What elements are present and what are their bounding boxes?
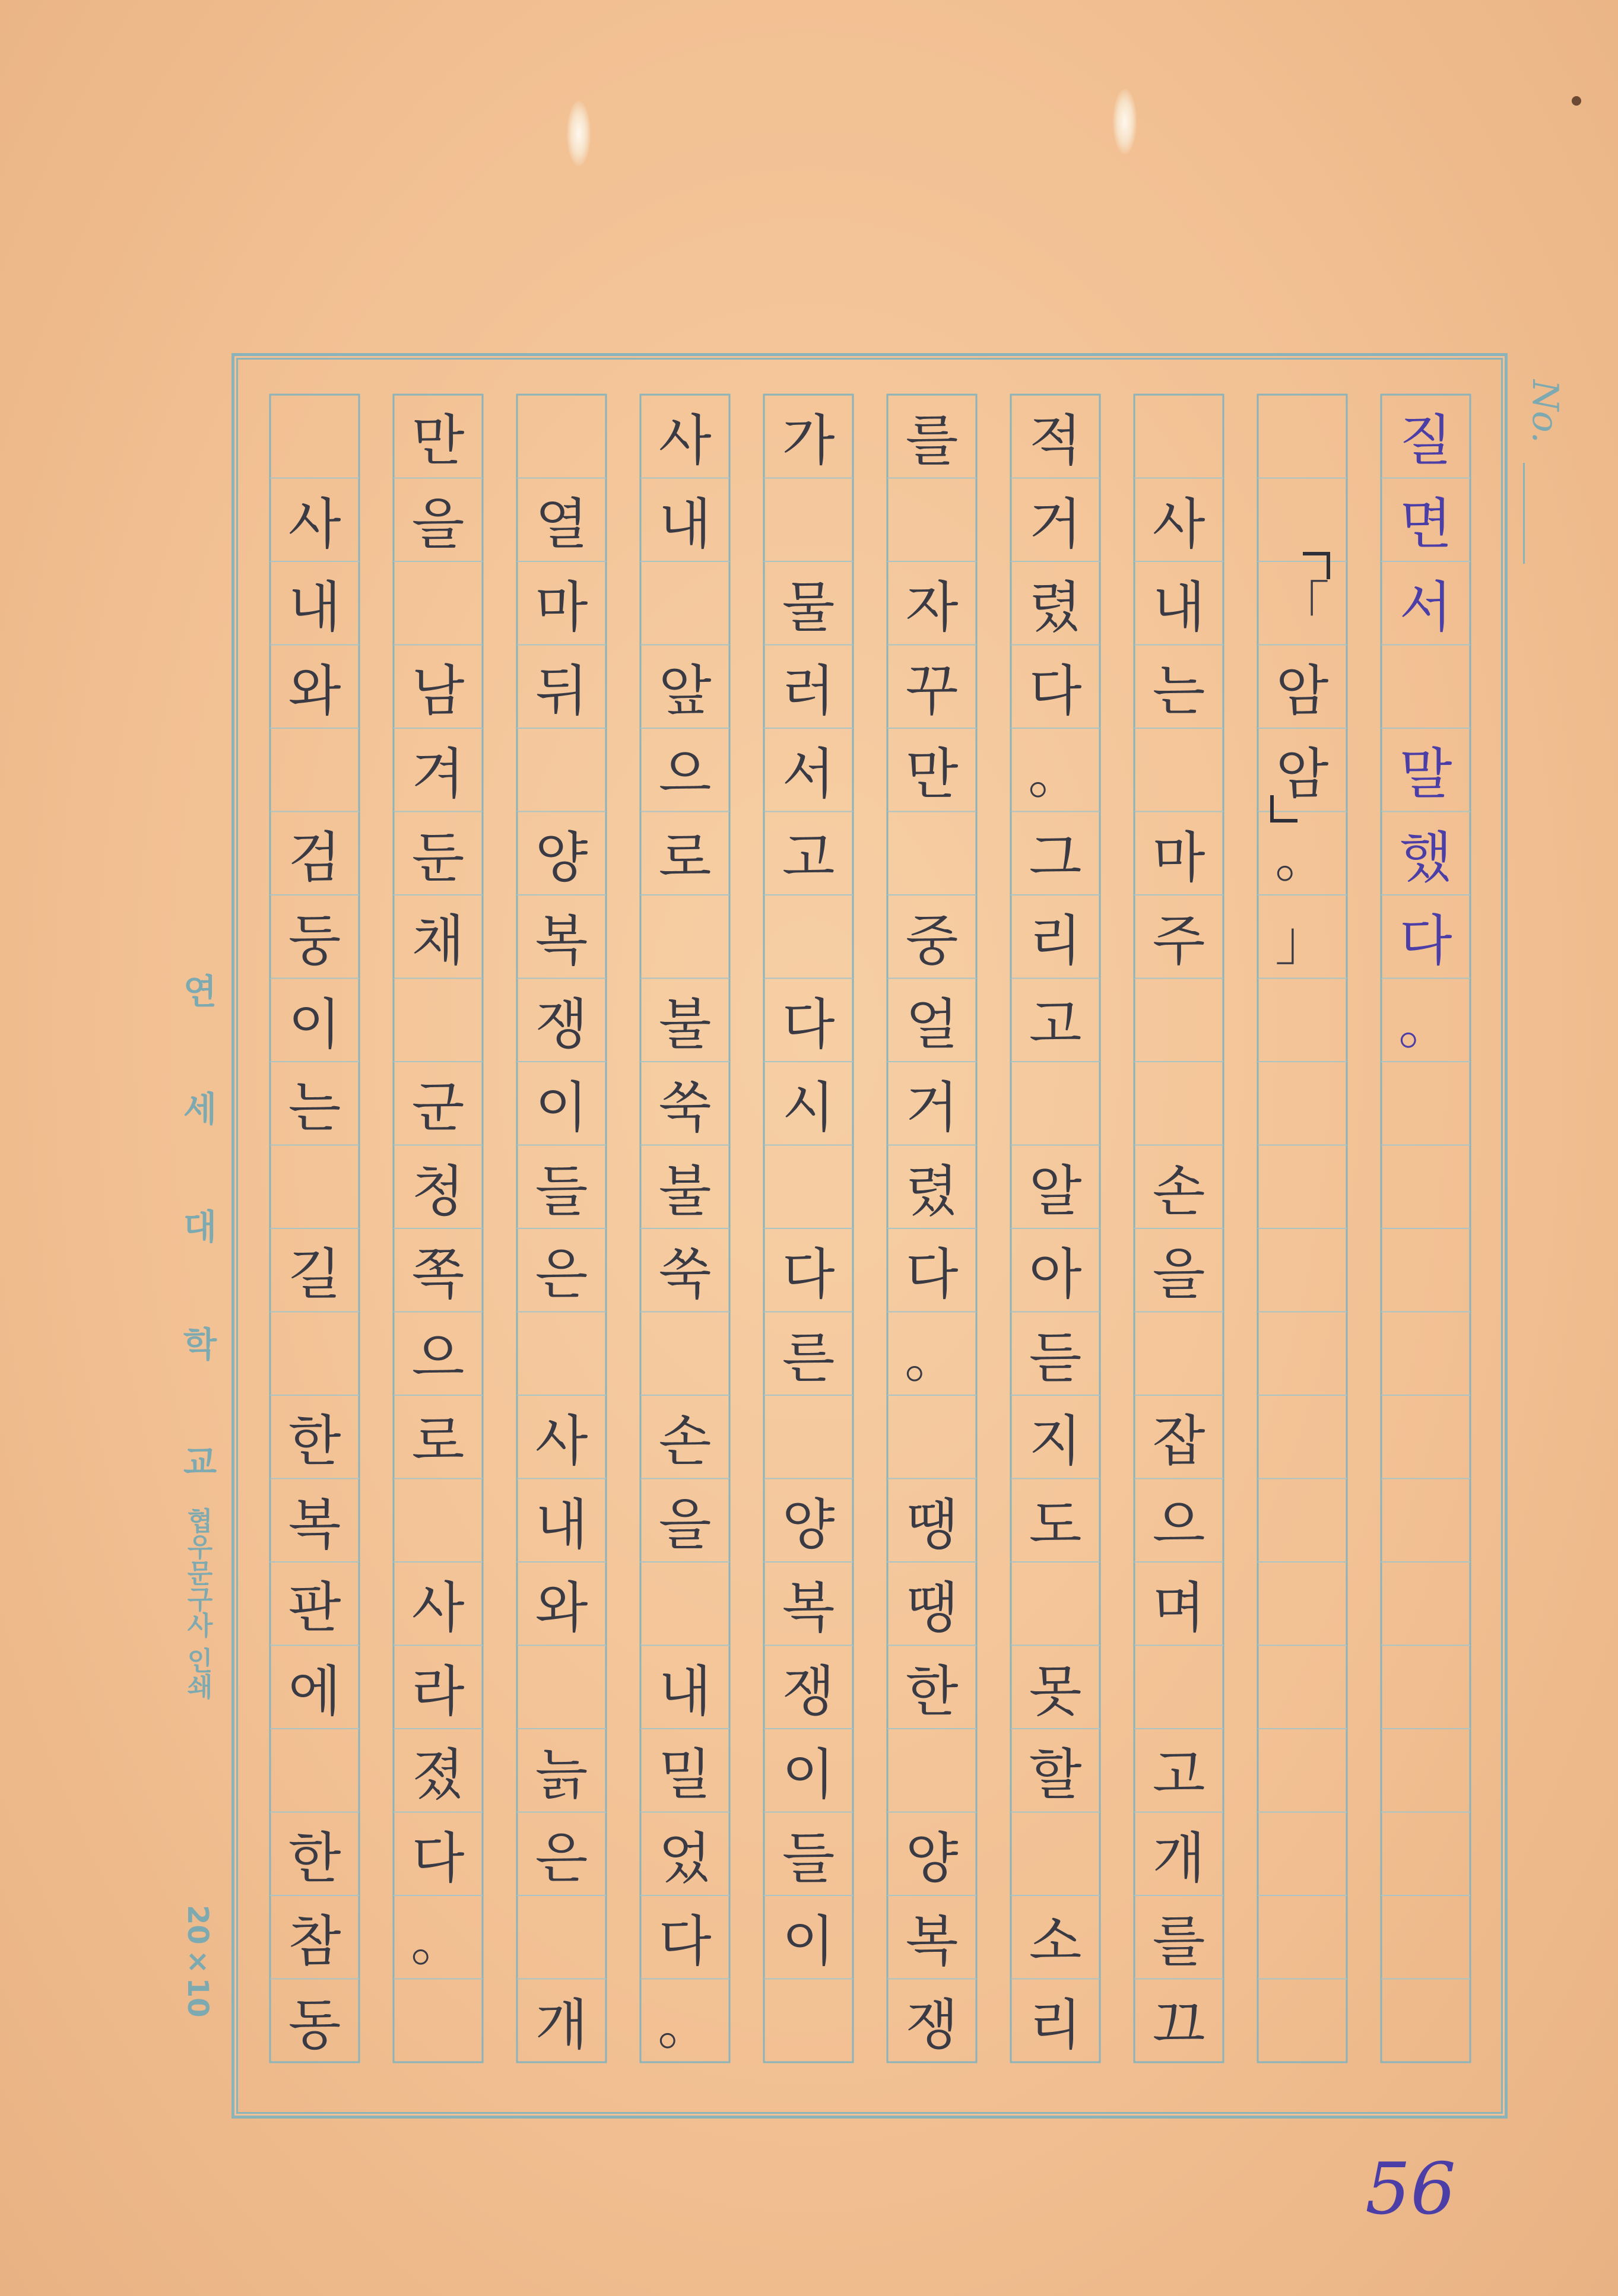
manuscript-character: 손 [1152, 1159, 1205, 1223]
manuscript-character: 다 [1029, 659, 1082, 723]
manuscript-character: 를 [1152, 1910, 1205, 1973]
manuscript-character: 서 [1399, 576, 1452, 639]
manuscript-character: 지 [1029, 1409, 1082, 1473]
manuscript-character: 다 [905, 1243, 959, 1306]
manuscript-character: 을 [1152, 1243, 1205, 1306]
manuscript-character: 었 [658, 1826, 712, 1890]
manuscript-character: 물 [782, 576, 835, 639]
manuscript-character: 내 [1152, 576, 1205, 639]
manuscript-character: 으 [411, 1326, 465, 1390]
number-label: No. [1524, 380, 1566, 443]
manuscript-character: 면 [1399, 492, 1452, 556]
manuscript-character: 며 [1152, 1576, 1205, 1640]
manuscript-character: 고 [1152, 1743, 1205, 1806]
manuscript-character: 양 [905, 1826, 959, 1890]
manuscript-character: 알 [1029, 1159, 1082, 1223]
manuscript-character: 내 [535, 1492, 588, 1557]
manuscript-character: 남 [411, 659, 465, 723]
manuscript-character: 이 [782, 1910, 835, 1973]
manuscript-character: 쪽 [411, 1243, 465, 1306]
manuscript-character: 로 [411, 1409, 465, 1473]
manuscript-character: 마 [535, 576, 588, 639]
manuscript-character: 렸 [1029, 576, 1082, 639]
manuscript-character: 겨 [411, 742, 465, 806]
manuscript-character: 。 [1398, 992, 1453, 1056]
manuscript-character: 판 [288, 1576, 341, 1640]
manuscript-character: 사 [411, 1576, 465, 1640]
manuscript-character: 는 [1152, 659, 1205, 723]
manuscript-character: 으 [1152, 1492, 1205, 1557]
number-blank-line [1523, 463, 1525, 564]
manuscript-character: 땡 [905, 1492, 959, 1557]
manuscript-character: 리 [1029, 1993, 1082, 2057]
manuscript-character: 불 [658, 992, 712, 1056]
manuscript-character: 검 [288, 825, 341, 890]
manuscript-grid [231, 353, 1508, 2119]
manuscript-character: 했 [1399, 825, 1452, 890]
manuscript-character: 말 [1399, 742, 1452, 806]
manuscript-character: 로 [658, 825, 712, 890]
manuscript-character: 으 [658, 742, 712, 806]
manuscript-character: 개 [535, 1993, 588, 2057]
manuscript-character: 앞 [658, 659, 712, 723]
manuscript-character: 열 [535, 492, 588, 556]
grid-size-label: 20×10 [181, 1905, 214, 2018]
manuscript-character: 와 [288, 659, 341, 723]
manuscript-character: 군 [411, 1076, 465, 1139]
manuscript-character: 쑥 [658, 1243, 712, 1306]
open-quote-bracket [1303, 552, 1330, 579]
manuscript-character: 다 [1399, 909, 1452, 973]
manuscript-character: 와 [535, 1576, 588, 1640]
manuscript-character: 늙 [535, 1743, 588, 1806]
manuscript-character: 다 [782, 1243, 835, 1306]
manuscript-character: 다 [782, 992, 835, 1056]
manuscript-character: 다 [411, 1826, 465, 1890]
manuscript-character: 둔 [411, 825, 465, 890]
manuscript-character: 사 [535, 1409, 588, 1473]
manuscript-character: 라 [411, 1659, 465, 1723]
manuscript-character: 밀 [658, 1743, 712, 1806]
manuscript-character: 꾸 [905, 659, 959, 723]
manuscript-character: 잡 [1152, 1409, 1205, 1473]
manuscript-character: 。 [1274, 825, 1330, 890]
manuscript-character: 길 [288, 1243, 341, 1306]
manuscript-character: 。 [410, 1910, 465, 1973]
printer-name: 협우문구사 인쇄 [182, 1507, 212, 1700]
manuscript-character: 양 [535, 825, 588, 890]
university-name: 연 세 대 학 교 [177, 973, 217, 1514]
manuscript-character: 참 [288, 1910, 341, 1973]
manuscript-character: 서 [782, 742, 835, 806]
punch-hole-left [567, 101, 591, 166]
manuscript-character: 은 [535, 1243, 588, 1306]
manuscript-character: 쟁 [535, 992, 588, 1056]
manuscript-character: 를 [905, 409, 959, 472]
manuscript-character: 할 [1029, 1743, 1082, 1806]
manuscript-character: 채 [411, 909, 465, 973]
manuscript-character: 가 [782, 409, 835, 472]
manuscript-character: 개 [1152, 1826, 1205, 1890]
manuscript-character: 땡 [905, 1576, 959, 1640]
manuscript-character: 。 [904, 1326, 959, 1390]
manuscript-character: 내 [658, 1659, 712, 1723]
manuscript-character: 」 [1274, 909, 1330, 973]
manuscript-character: 내 [288, 576, 341, 639]
manuscript-character: 사 [658, 409, 712, 472]
manuscript-character: 「 [1274, 576, 1330, 639]
manuscript-character: 은 [535, 1826, 588, 1890]
manuscript-character: 다 [658, 1910, 712, 1973]
manuscript-character: 을 [411, 492, 465, 556]
manuscript-character: 마 [1152, 825, 1205, 890]
manuscript-character: 사 [288, 492, 341, 556]
manuscript-character: 손 [658, 1409, 712, 1473]
manuscript-character: 들 [782, 1826, 835, 1890]
manuscript-character: 못 [1029, 1659, 1082, 1723]
manuscript-character: 는 [288, 1076, 341, 1139]
manuscript-character: 시 [782, 1076, 835, 1139]
manuscript-character: 들 [535, 1159, 588, 1223]
manuscript-character: 。 [657, 1993, 712, 2057]
manuscript-character: 적 [1029, 409, 1082, 472]
manuscript-character: 불 [658, 1159, 712, 1223]
manuscript-character: 고 [782, 825, 835, 890]
manuscript-character: 이 [535, 1076, 588, 1139]
manuscript-character: 도 [1029, 1492, 1082, 1557]
manuscript-character: 이 [782, 1743, 835, 1806]
manuscript-character: 만 [411, 409, 465, 472]
manuscript-character: 동 [288, 1993, 341, 2057]
manuscript-character: 양 [782, 1492, 835, 1557]
manuscript-character: 주 [1152, 909, 1205, 973]
manuscript-character: 리 [1029, 909, 1082, 973]
manuscript-character: 졌 [411, 1743, 465, 1806]
manuscript-character: 뒤 [535, 659, 588, 723]
manuscript-character: 아 [1029, 1243, 1082, 1306]
manuscript-character: 러 [782, 659, 835, 723]
manuscript-character: 청 [411, 1159, 465, 1223]
manuscript-character: 중 [905, 909, 959, 973]
manuscript-character: 질 [1399, 409, 1452, 472]
page-number: 56 [1365, 2148, 1456, 2231]
manuscript-character: 그 [1029, 825, 1082, 890]
close-quote-bracket [1270, 795, 1297, 823]
manuscript-character: 암 [1276, 659, 1329, 723]
manuscript-character: 을 [658, 1492, 712, 1557]
manuscript-character: 이 [288, 992, 341, 1056]
manuscript-character: 거 [905, 1076, 959, 1139]
manuscript-character: 렸 [905, 1159, 959, 1223]
manuscript-character: 쟁 [905, 1993, 959, 2057]
manuscript-character: 암 [1276, 742, 1329, 806]
punch-hole-right [1113, 89, 1137, 154]
manuscript-character: 얼 [905, 992, 959, 1056]
manuscript-character: 듣 [1029, 1326, 1082, 1390]
manuscript-character: 내 [658, 492, 712, 556]
manuscript-character: 한 [905, 1659, 959, 1723]
manuscript-character: 복 [782, 1576, 835, 1640]
manuscript-character: 끄 [1152, 1993, 1205, 2057]
manuscript-character: 。 [1027, 742, 1083, 806]
manuscript-character: 거 [1029, 492, 1082, 556]
manuscript-character: 사 [1152, 492, 1205, 556]
manuscript-character: 쑥 [658, 1076, 712, 1139]
manuscript-character: 둥 [288, 909, 341, 973]
manuscript-character: 쟁 [782, 1659, 835, 1723]
paper-speck [1572, 96, 1581, 106]
manuscript-character: 고 [1029, 992, 1082, 1056]
manuscript-character: 복 [288, 1492, 341, 1557]
manuscript-character: 한 [288, 1826, 341, 1890]
manuscript-character: 복 [535, 909, 588, 973]
manuscript-character: 소 [1029, 1910, 1082, 1973]
manuscript-character: 자 [905, 576, 959, 639]
manuscript-character: 만 [905, 742, 959, 806]
manuscript-character: 한 [288, 1409, 341, 1473]
manuscript-character: 복 [905, 1910, 959, 1973]
manuscript-character: 에 [288, 1659, 341, 1723]
manuscript-character: 른 [782, 1326, 835, 1390]
